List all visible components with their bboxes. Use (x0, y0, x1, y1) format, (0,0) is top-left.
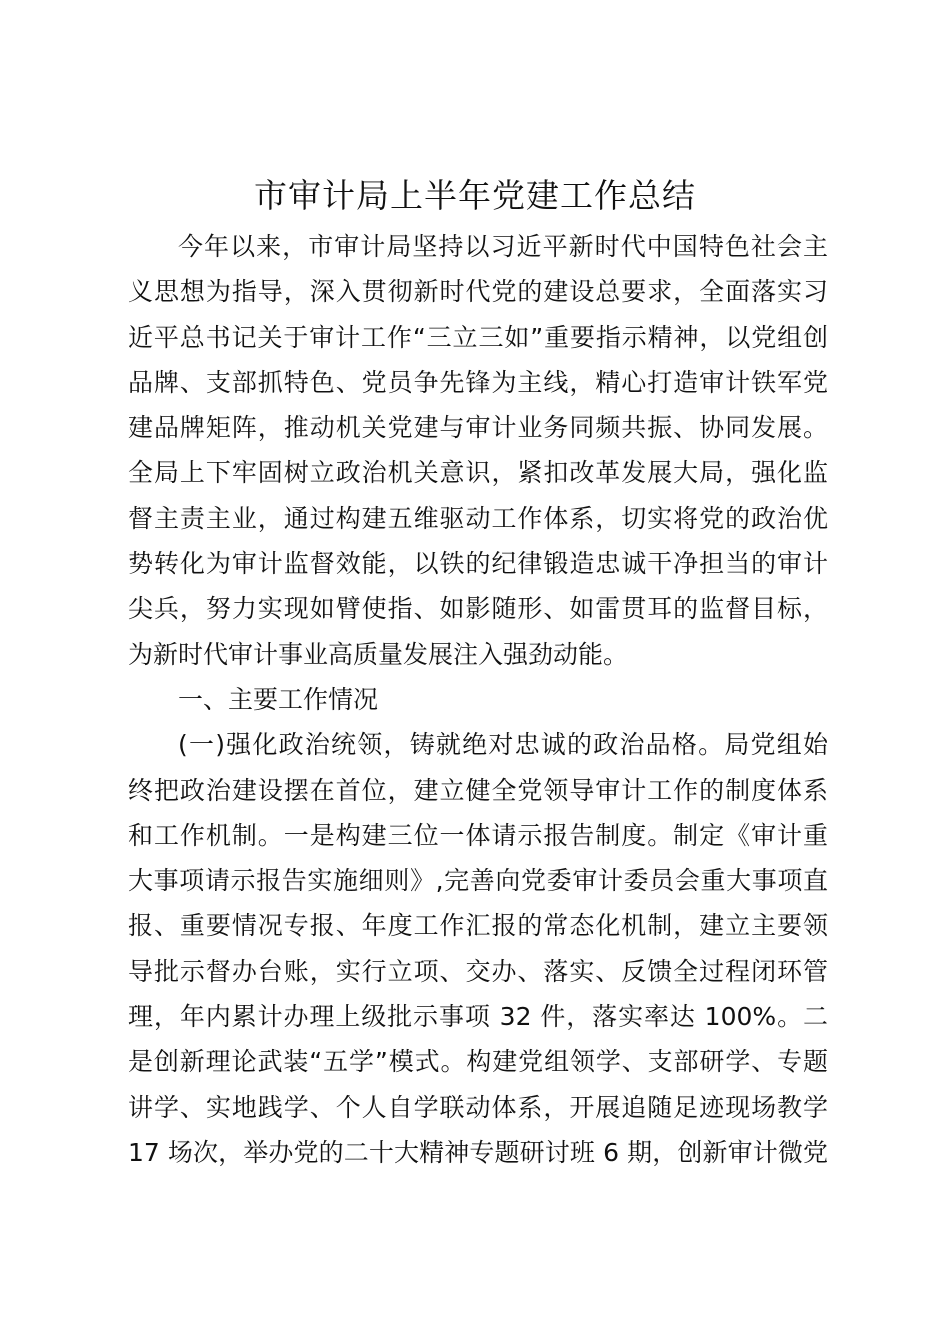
document-title: 市审计局上半年党建工作总结 (254, 176, 696, 215)
paragraph-line: 建品牌矩阵，推动机关党建与审计业务同频共振、协同发展。 (128, 413, 828, 443)
paragraph-line: 品牌、支部抓特色、党员争先锋为主线，精心打造审计铁军党 (128, 367, 828, 397)
paragraph-line: 尖兵，努力实现如臂使指、如影随形、如雷贯耳的监督目标， (128, 594, 828, 624)
paragraph-line: 今年以来，市审计局坚持以习近平新时代中国特色社会主 (178, 232, 828, 261)
paragraph-line: 为新时代审计事业高质量发展注入强劲动能。 (128, 639, 629, 669)
paragraph-line: 报、重要情况专报、年度工作汇报的常态化机制，建立主要领 (128, 911, 828, 941)
paragraph-line: 和工作机制。一是构建三位一体请示报告制度。制定《审计重 (128, 820, 828, 850)
paragraph-line: 17 场次，举办党的二十大精神专题研讨班 6 期，创新审计微党 (128, 1137, 828, 1167)
paragraph-line: 讲学、实地践学、个人自学联动体系，开展追随足迹现场教学 (128, 1092, 828, 1122)
section-heading: 一、主要工作情况 (178, 684, 379, 714)
paragraph-line: 理，年内累计办理上级批示事项 32 件，落实率达 100%。二 (128, 1002, 828, 1032)
paragraph-line: (一)强化政治统领，铸就绝对忠诚的政治品格。局党组始 (178, 730, 828, 760)
paragraph-line: 大事项请示报告实施细则》,完善向党委审计委员会重大事项直 (128, 866, 828, 896)
paragraph-line: 是创新理论武装“五学”模式。构建党组领学、支部研学、专题 (128, 1047, 828, 1077)
paragraph-line: 全局上下牢固树立政治机关意识，紧扣改革发展大局，强化监 (128, 458, 828, 488)
document-body (128, 224, 828, 1175)
paragraph-line: 近平总书记关于审计工作“三立三如”重要指示精神，以党组创 (128, 322, 828, 352)
paragraph-line: 导批示督办台账，实行立项、交办、落实、反馈全过程闭环管 (128, 956, 828, 986)
paragraph-line: 义思想为指导，深入贯彻新时代党的建设总要求，全面落实习 (128, 277, 828, 307)
paragraph-line: 督主责主业，通过构建五维驱动工作体系，切实将党的政治优 (128, 503, 828, 533)
paragraph-line: 终把政治建设摆在首位，建立健全党领导审计工作的制度体系 (128, 775, 828, 805)
paragraph-line: 势转化为审计监督效能，以铁的纪律锻造忠诚干净担当的审计 (128, 549, 828, 579)
